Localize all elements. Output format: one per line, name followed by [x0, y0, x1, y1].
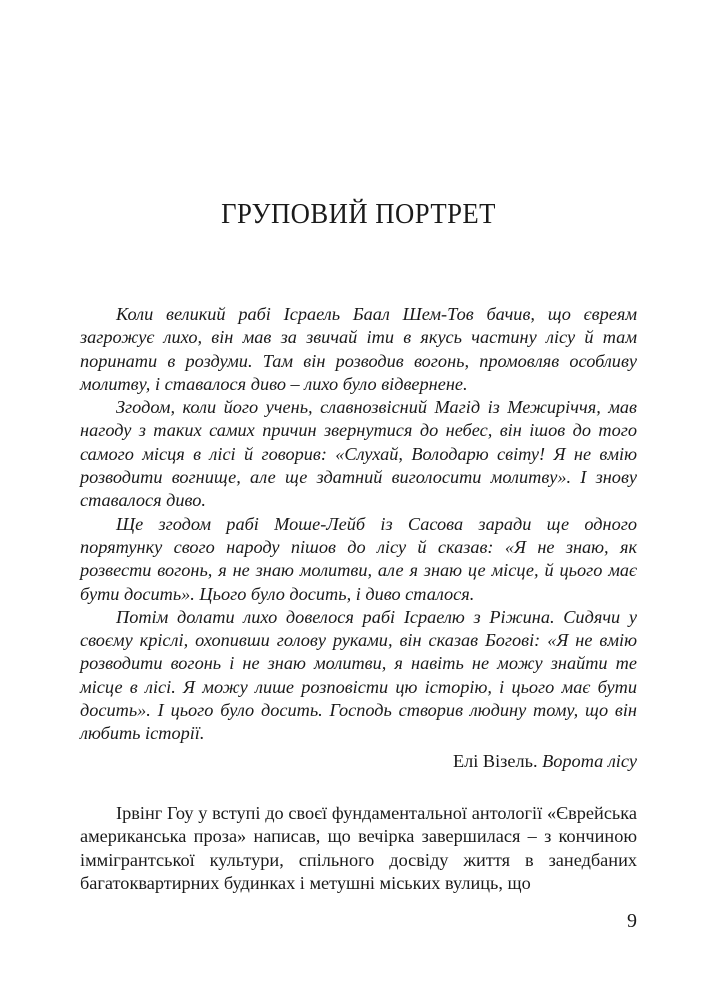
epigraph-paragraph: Згодом, коли його учень, славнозвісний Магід із Межиріччя, мав нагоду з таких самих причин звернутися до небес, він ішов до того самого місця в лісі й говорив: «Слухай, Володарю світу! Я не вмію розводити вогнище, але ще здатний виголосити молитву». І знову ставалося диво.: [80, 397, 637, 511]
epigraph-paragraph: Ще згодом рабі Моше-Лейб із Сасова заради ще одного порятунку свого народу пішов до лісу й сказав: «Я не знаю, як розвести вогонь, я не знаю молитви, але я знаю це місце, й цього має бути досить». Цього було досить, і диво сталося.: [80, 513, 637, 604]
body-paragraph: Ірвінг Гоу у вступі до своєї фундаментальної антології «Єврейська американська проза» написав, що вечірка завершилася – з кончиною іммігрантської культури, спільного досвіду життя в занедбаних багатоквартирних будинках і метушні міських вулиць, що: [80, 803, 637, 893]
page-title: ГРУПОВИЙ ПОРТРЕТ: [221, 198, 496, 230]
attribution-work: Ворота лісу: [542, 751, 637, 771]
epigraph-paragraph: Коли великий рабі Ісраель Баал Шем-Тов бачив, що євреям загрожує лихо, він мав за звичай іти в якусь частину лісу й там поринати в роздуми. Там він розводив вогонь, промовляв особливу молитву, і ставалося диво – лихо було відвернене.: [80, 304, 637, 394]
page-number: 9: [627, 910, 637, 932]
body-text: [80, 802, 637, 895]
attribution-author: Елі Візель.: [452, 751, 538, 771]
epigraph: [80, 303, 637, 746]
epigraph-paragraph: Потім долати лихо довелося рабі Ісраелю з Ріжина. Сидячи у своєму кріслі, охопивши голову руками, він сказав Богові: «Я не вмію розводити вогонь і не знаю молитви, я навіть не можу знайти те місце в лісі. Я можу лише розповісти цю історію, і цього має бути досить». І цього було досить. Господь створив людину тому, що він любить історії.: [80, 606, 637, 744]
epigraph-attribution: [453, 750, 637, 773]
